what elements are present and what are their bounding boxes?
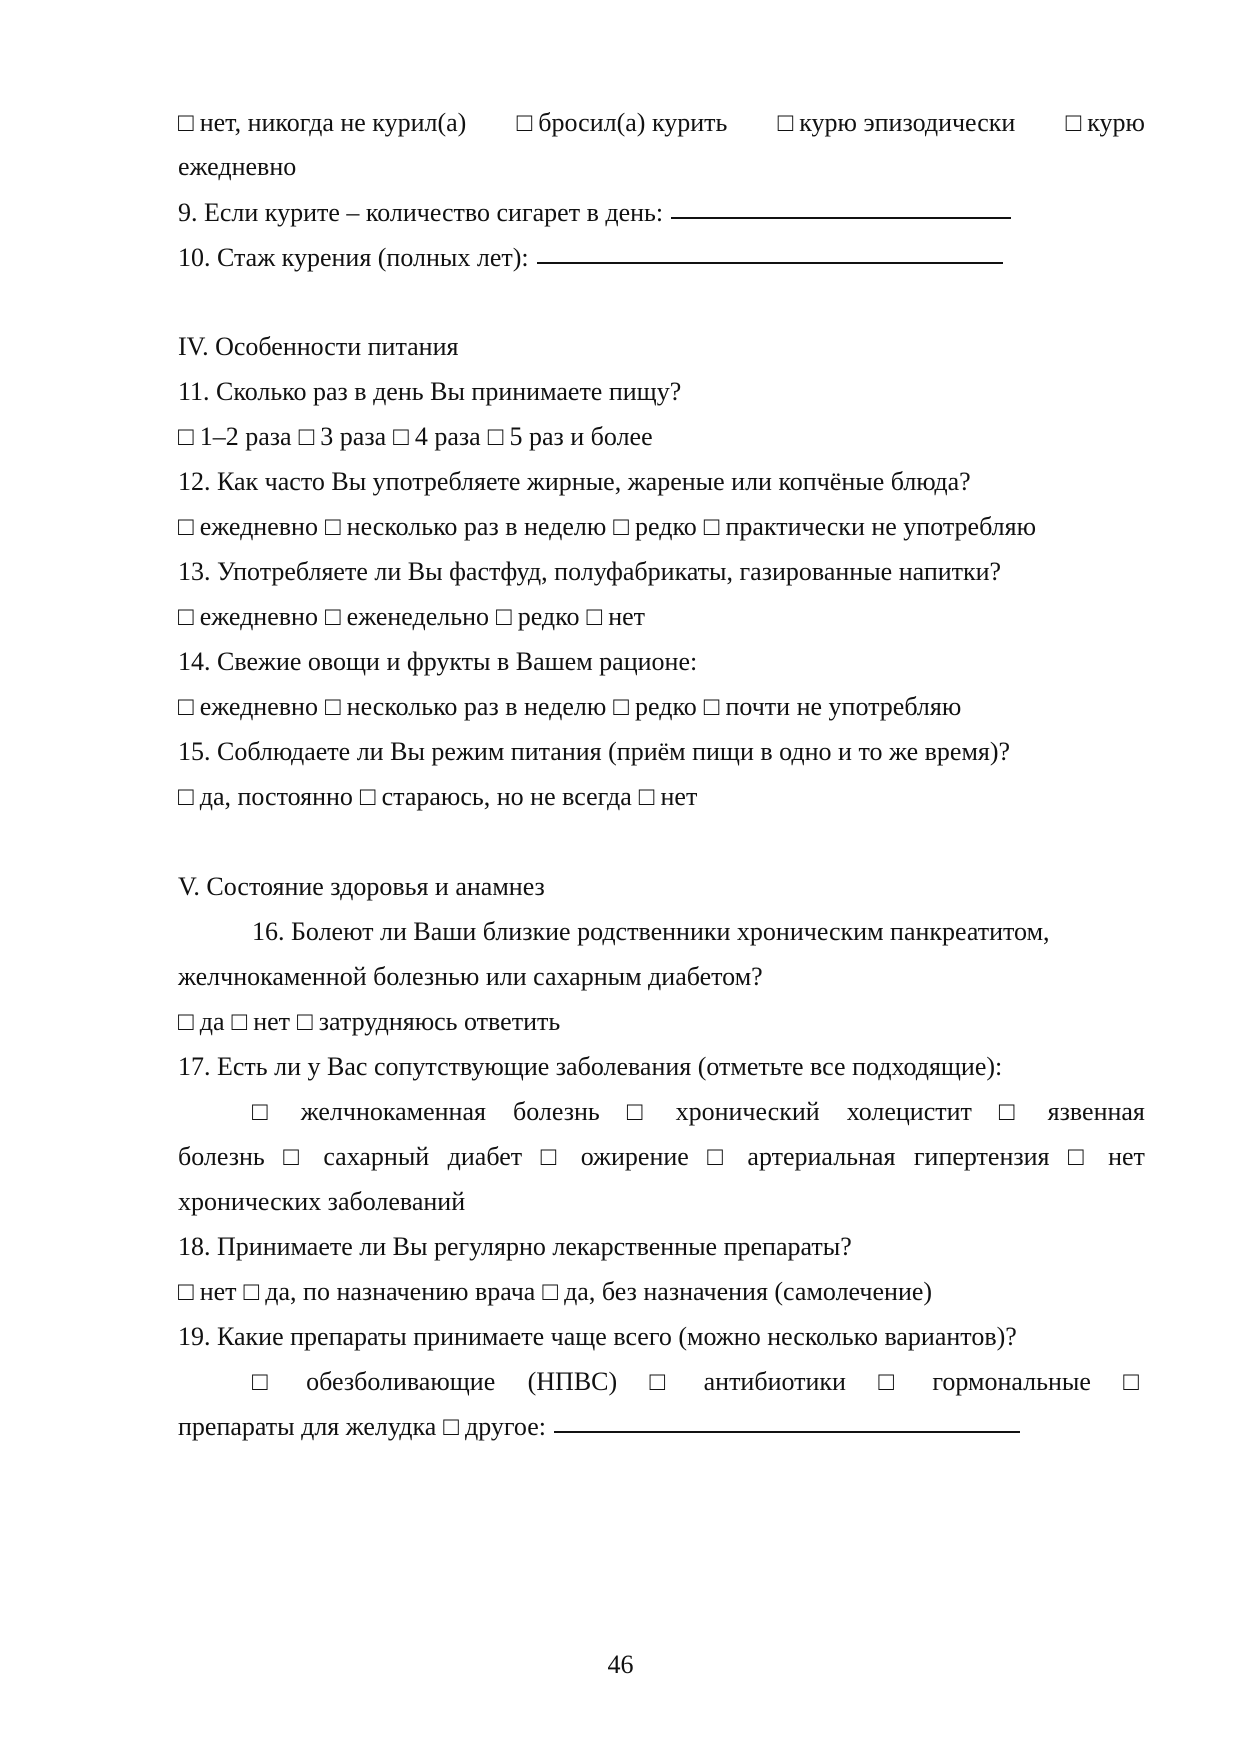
checkbox-icon[interactable]: □ [487,422,504,451]
checkbox-icon[interactable]: □ [283,1142,299,1171]
option: да, постоянно [199,782,353,811]
checkbox-icon[interactable]: □ [878,1367,895,1396]
option: ежедневно [199,512,318,541]
word: диабет [447,1142,523,1171]
option: да [199,1007,225,1036]
word: болезнь [513,1097,600,1126]
checkbox-icon[interactable]: □ [626,1097,643,1126]
option: стараюсь, но не всегда [381,782,632,811]
checkbox-icon[interactable]: □ [703,512,720,541]
checkbox-icon[interactable]: □ [178,1277,194,1306]
option-quit-smoking: бросил(а) курить [538,108,728,137]
question-17-options-line-3: хронических заболеваний [178,1187,466,1216]
section-5-heading: V. Состояние здоровья и анамнез [178,872,545,901]
word: гормональные [932,1367,1091,1396]
checkbox-icon[interactable]: □ [178,602,194,631]
checkbox-icon[interactable]: □ [1065,108,1082,137]
option: редко [635,512,697,541]
word: язвенная [1047,1097,1145,1126]
checkbox-icon[interactable]: □ [252,1097,268,1126]
checkbox-icon[interactable]: □ [496,602,512,631]
question-9-text: 9. Если курите – количество сигарет в день: [178,198,664,227]
question-16-cont: желчнокаменной болезнью или сахарным диабетом? [178,962,763,991]
question-17-options-line-2 [178,1142,1145,1172]
answer-blank[interactable] [537,262,1003,264]
question-19-options-line-1 [252,1367,1145,1397]
checkbox-icon[interactable]: □ [243,1277,260,1306]
option-never-smoked: нет, никогда не курил(а) [199,108,467,137]
question-11-options [178,422,1145,452]
question-14: 14. Свежие овощи и фрукты в Вашем рационе: [178,647,698,676]
option: затрудняюсь ответить [318,1007,561,1036]
checkbox-icon[interactable]: □ [324,512,341,541]
question-19-options-line-2 [178,1412,1145,1442]
word: антибиотики [703,1367,846,1396]
option-smoke-daily: курю [1087,108,1145,137]
option: 3 раза [320,422,387,451]
option: почти не употребляю [725,692,962,721]
option: редко [517,602,580,631]
option: нет [199,1277,237,1306]
checkbox-icon[interactable]: □ [178,108,194,137]
word: болезнь [178,1142,265,1171]
checkbox-icon[interactable]: □ [703,692,720,721]
checkbox-icon[interactable]: □ [298,422,315,451]
question-12: 12. Как часто Вы употребляете жирные, жареные или копчёные блюда? [178,467,971,496]
checkbox-icon[interactable]: □ [1067,1142,1084,1171]
checkbox-icon[interactable]: □ [707,1142,723,1171]
word: (НПВС) [527,1367,618,1396]
checkbox-icon[interactable]: □ [324,692,341,721]
question-16-options [178,1007,1145,1037]
word: сахарный [323,1142,430,1171]
checkbox-icon[interactable]: □ [252,1367,268,1396]
checkbox-icon[interactable]: □ [324,602,341,631]
word: хронический [675,1097,820,1126]
option: препараты для желудка [178,1412,437,1441]
checkbox-icon[interactable]: □ [998,1097,1015,1126]
checkbox-icon[interactable]: □ [613,512,630,541]
checkbox-icon[interactable]: □ [359,782,376,811]
question-14-options [178,692,1145,722]
word: ожирение [580,1142,689,1171]
option: редко [635,692,697,721]
question-15-options [178,782,1145,812]
checkbox-icon[interactable]: □ [777,108,794,137]
option: нет [608,602,646,631]
option: 4 раза [414,422,481,451]
option: несколько раз в неделю [346,512,607,541]
answer-blank[interactable] [554,1431,1020,1433]
question-12-options [178,512,1145,542]
checkbox-icon[interactable]: □ [178,782,194,811]
option-smoke-occasionally: курю эпизодически [799,108,1016,137]
question-9 [178,198,1145,228]
checkbox-icon[interactable]: □ [443,1412,459,1441]
question-15: 15. Соблюдаете ли Вы режим питания (приём пищи в одно и то же время)? [178,737,1011,766]
option: практически не употребляю [725,512,1037,541]
checkbox-icon[interactable]: □ [178,422,194,451]
question-17-options-line-1 [252,1097,1145,1127]
checkbox-icon[interactable]: □ [516,108,533,137]
smoking-options-line [178,108,1145,138]
word: гипертензия [913,1142,1050,1171]
option: еженедельно [346,602,489,631]
checkbox-icon[interactable]: □ [393,422,409,451]
checkbox-icon[interactable]: □ [178,1007,194,1036]
word: холецистит [846,1097,972,1126]
option: ежедневно [199,602,318,631]
checkbox-icon[interactable]: □ [1123,1367,1139,1396]
word: обезболивающие [306,1367,496,1396]
question-16: 16. Болеют ли Ваши близкие родственники хроническим панкреатитом, [252,917,1050,946]
question-11: 11. Сколько раз в день Вы принимаете пищу? [178,377,682,406]
question-19: 19. Какие препараты принимаете чаще всего (можно несколько вариантов)? [178,1322,1017,1351]
option: 1–2 раза [199,422,292,451]
option-other: другое: [465,1412,546,1441]
checkbox-icon[interactable]: □ [231,1007,248,1036]
word: артериальная [747,1142,896,1171]
checkbox-icon[interactable]: □ [297,1007,313,1036]
smoking-options-cont: ежедневно [178,152,297,181]
checkbox-icon[interactable]: □ [586,602,603,631]
answer-blank[interactable] [671,217,1011,219]
option: несколько раз в неделю [346,692,607,721]
option: да, по назначению врача [265,1277,536,1306]
option: 5 раз и более [509,422,653,451]
question-17: 17. Есть ли у Вас сопутствующие заболевания (отметьте все подходящие): [178,1052,1003,1081]
checkbox-icon[interactable]: □ [613,692,630,721]
checkbox-icon[interactable]: □ [178,512,194,541]
checkbox-icon[interactable]: □ [542,1277,559,1306]
question-13-options [178,602,1145,632]
checkbox-icon[interactable]: □ [638,782,655,811]
checkbox-icon[interactable]: □ [540,1142,557,1171]
word: нет [1108,1142,1145,1171]
question-13: 13. Употребляете ли Вы фастфуд, полуфабрикаты, газированные напитки? [178,557,1002,586]
checkbox-icon[interactable]: □ [178,692,194,721]
section-4-heading: IV. Особенности питания [178,332,459,361]
option: нет [253,1007,291,1036]
question-18-options [178,1277,1145,1307]
checkbox-icon[interactable]: □ [649,1367,666,1396]
word: желчнокаменная [300,1097,486,1126]
question-18: 18. Принимаете ли Вы регулярно лекарственные препараты? [178,1232,852,1261]
question-10 [178,243,1145,273]
page-number: 46 [607,1650,634,1679]
option: нет [660,782,698,811]
question-10-text: 10. Стаж курения (полных лет): [178,243,529,272]
option: да, без назначения (самолечение) [564,1277,933,1306]
option: ежедневно [199,692,318,721]
